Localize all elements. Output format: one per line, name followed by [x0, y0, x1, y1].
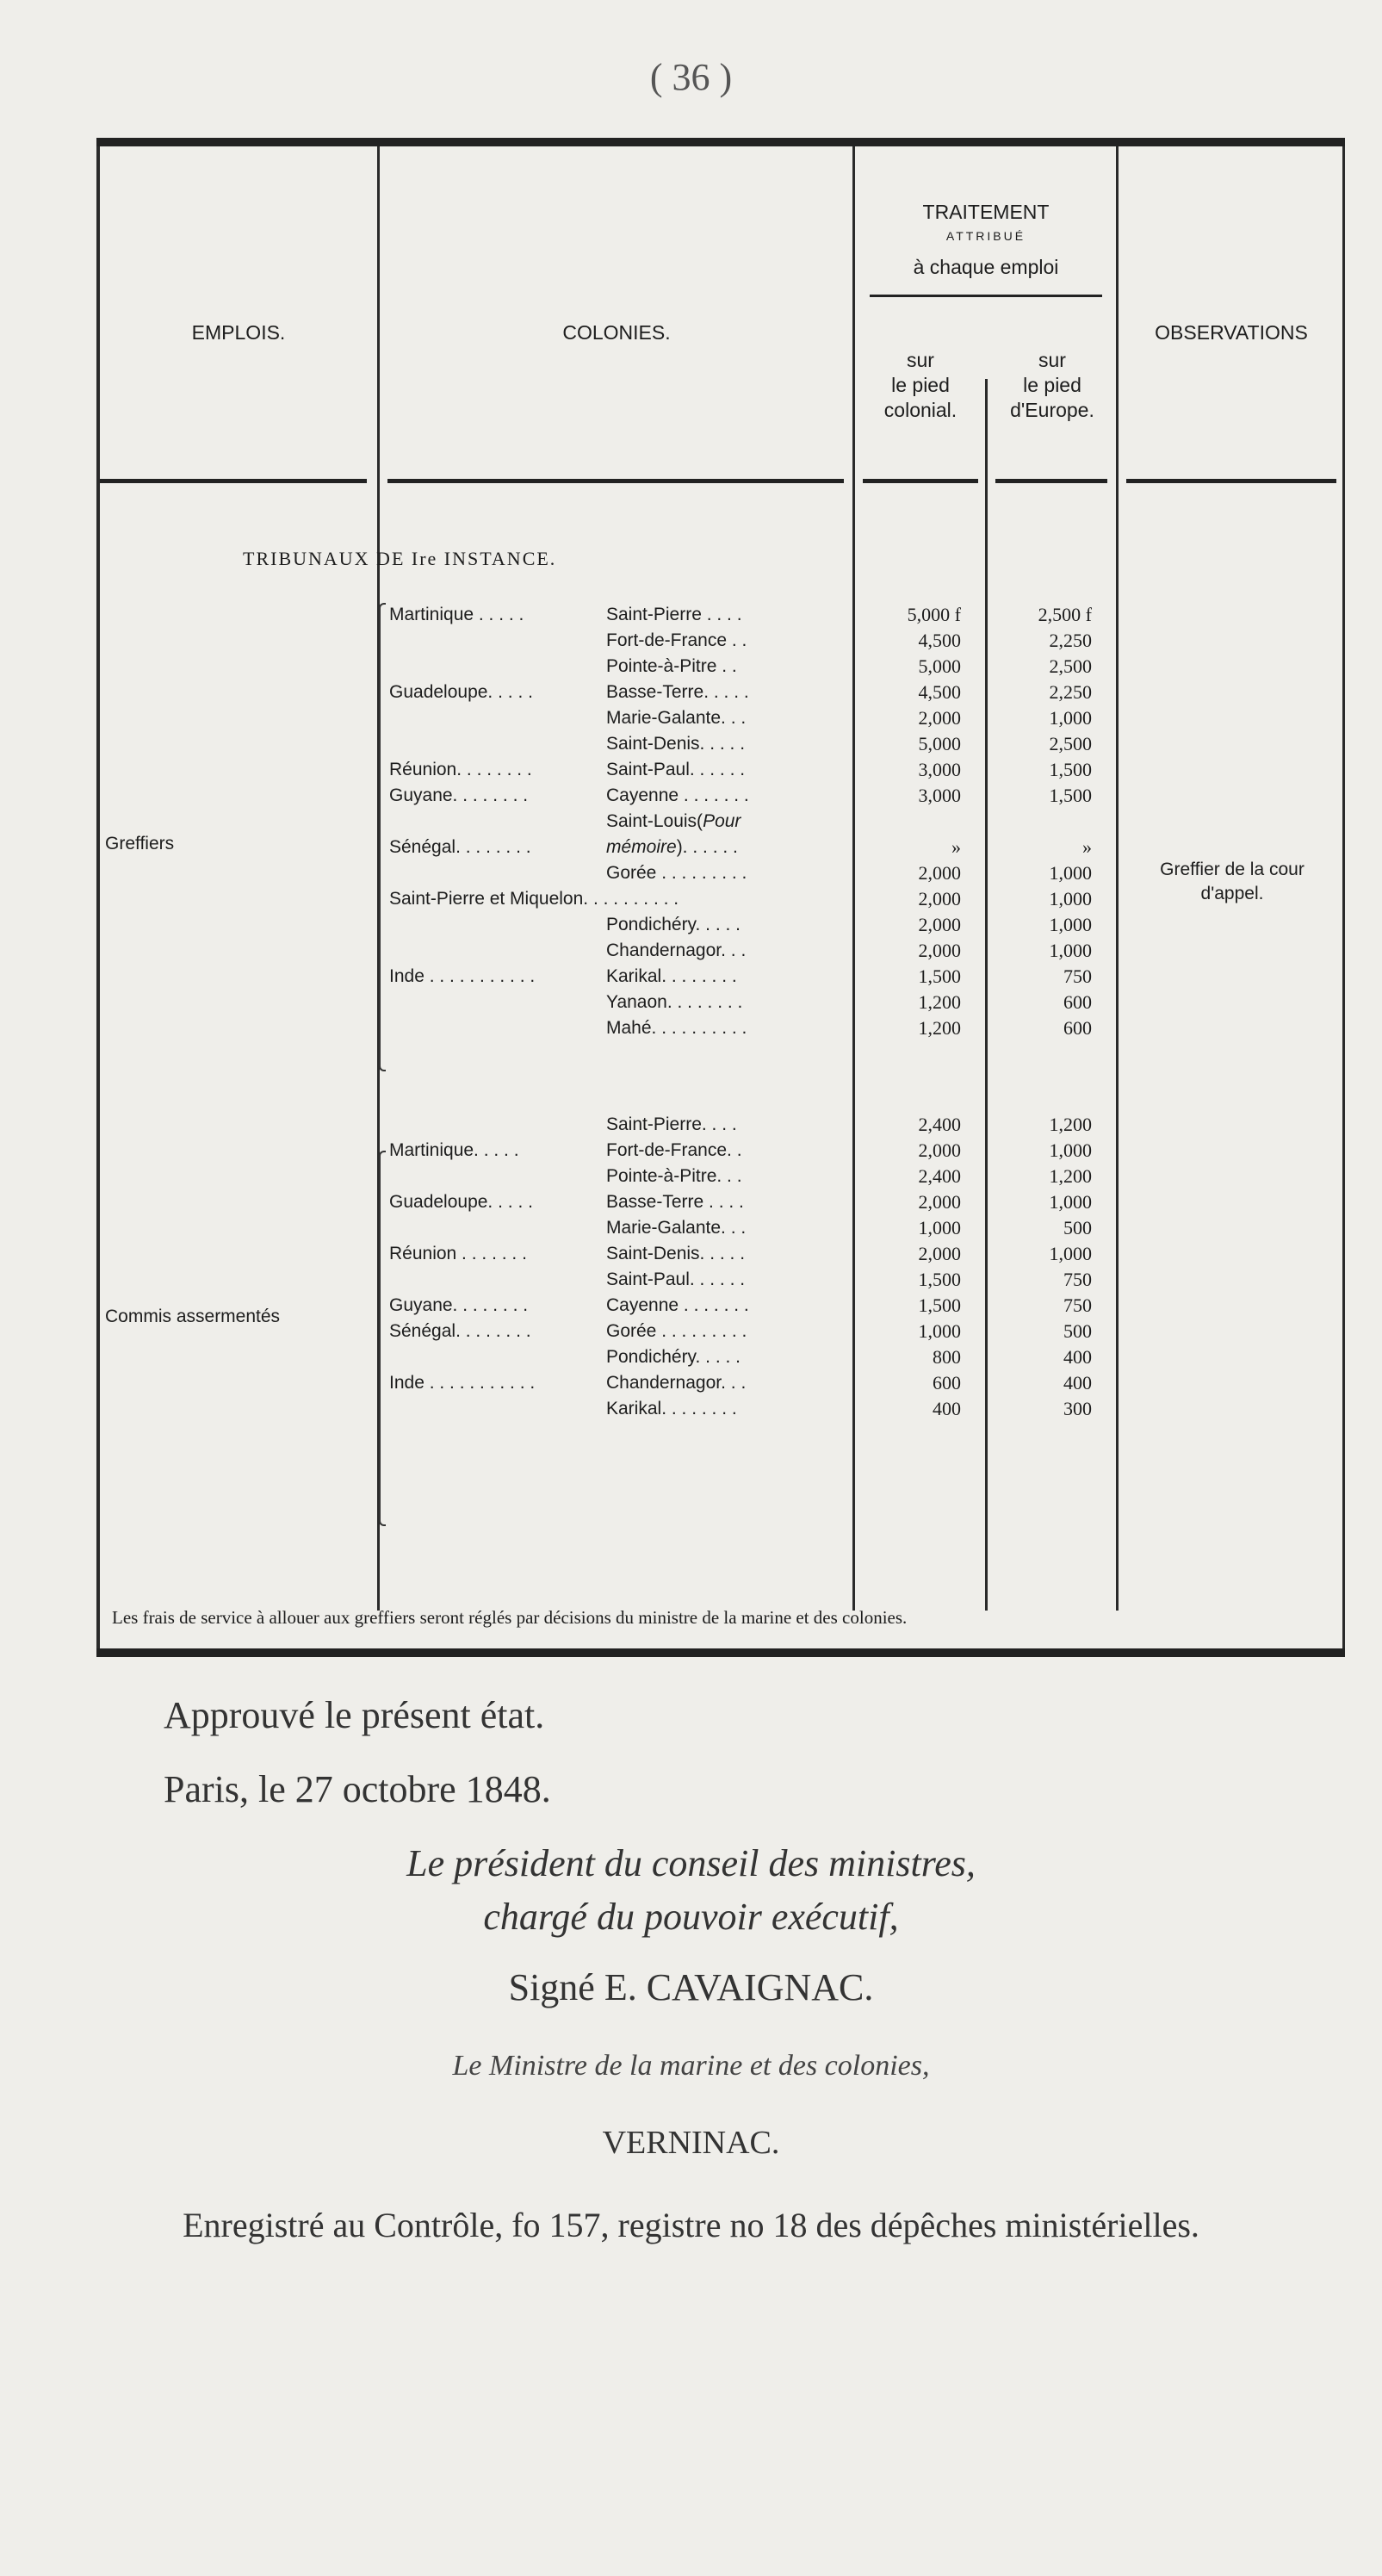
- column-divider-observations: [1116, 146, 1119, 1611]
- salary-europe: 1,000: [1049, 914, 1092, 935]
- colony-label: Inde . . . . . . . . . . .: [389, 966, 536, 986]
- greffiers-bracket: [379, 603, 386, 1071]
- place-label: Saint-Pierre . . . .: [606, 605, 742, 624]
- header-colonies: COLONIES.: [562, 321, 671, 344]
- salary-colonial: 2,400: [918, 1165, 961, 1187]
- salary-europe: 750: [1063, 1294, 1092, 1316]
- header-rule-1: [100, 479, 367, 483]
- header-sur-europe: sur le pied d'Europe.: [1010, 349, 1094, 421]
- salary-europe: 2,250: [1049, 681, 1092, 703]
- salary-europe: 1,200: [1049, 1114, 1092, 1135]
- place-label: Saint-Louis(Pour: [606, 811, 741, 831]
- salary-europe: 2,500: [1049, 655, 1092, 677]
- place-label: Karikal. . . . . . . .: [606, 1399, 737, 1418]
- salary-colonial: »: [951, 836, 961, 858]
- signed-line: Signé E. CAVAIGNAC.: [508, 1966, 874, 2008]
- place-label: Saint-Paul. . . . . .: [606, 1269, 746, 1289]
- header-observations: OBSERVATIONS: [1155, 321, 1308, 344]
- colony-label: Guadeloupe. . . . .: [389, 682, 533, 702]
- place-label: Saint-Denis. . . . .: [606, 1244, 746, 1263]
- place-label: Pointe-à-Pitre. . .: [606, 1166, 742, 1186]
- salary-europe: 600: [1063, 1017, 1092, 1039]
- salary-europe: 600: [1063, 991, 1092, 1013]
- salary-colonial: 4,500: [918, 630, 961, 651]
- header-sub-rule: [870, 295, 1102, 297]
- salary-colonial: 1,000: [918, 1320, 961, 1342]
- salary-colonial: 1,200: [918, 991, 961, 1013]
- salary-europe: 300: [1063, 1398, 1092, 1419]
- header-rule-5: [1126, 479, 1336, 483]
- observation-greffier: Greffier de la cour d'appel.: [1160, 860, 1305, 903]
- place-label: Pondichéry. . . . .: [606, 1347, 741, 1367]
- colony-label: Guyane. . . . . . . .: [389, 1295, 529, 1315]
- header-attribue: ATTRIBUÉ: [945, 229, 1026, 243]
- place-label: Chandernagor. . .: [606, 1373, 747, 1393]
- salary-colonial: 2,000: [918, 1191, 961, 1213]
- colony-label: Réunion. . . . . . . .: [389, 760, 532, 779]
- header-rule-3: [863, 479, 978, 483]
- salary-colonial: 3,000: [918, 785, 961, 806]
- place-label: Basse-Terre. . . . .: [606, 682, 749, 702]
- salary-colonial: 2,000: [918, 888, 961, 909]
- salary-colonial: 2,000: [918, 707, 961, 729]
- salary-europe: 400: [1063, 1372, 1092, 1394]
- header-rule-2: [387, 479, 844, 483]
- group-greffiers: Greffiers: [105, 834, 175, 853]
- colony-label: Martinique . . . . .: [389, 605, 524, 624]
- salary-europe: 1,000: [1049, 1139, 1092, 1161]
- salary-europe: 1,000: [1049, 1243, 1092, 1264]
- salary-colonial: 5,000 f: [907, 604, 961, 625]
- salary-europe: 2,500: [1049, 733, 1092, 754]
- salary-europe: 1,000: [1049, 862, 1092, 884]
- group-commis: Commis assermentés: [105, 1307, 281, 1326]
- place-label: Karikal. . . . . . . .: [606, 966, 737, 986]
- salary-europe: 750: [1063, 1269, 1092, 1290]
- salary-colonial: 2,000: [918, 914, 961, 935]
- table-bottom-rule: [96, 1648, 1345, 1657]
- salary-europe: 2,500 f: [1038, 604, 1092, 625]
- header-sur-colonial: sur le pied colonial.: [883, 349, 957, 421]
- place-label: Saint-Denis. . . . .: [606, 734, 746, 754]
- colony-label: Saint-Pierre et Miquelon. . . . . . . . . .: [389, 889, 679, 909]
- place-label: Basse-Terre . . . .: [606, 1192, 744, 1212]
- place-label: Saint-Paul. . . . . .: [606, 760, 746, 779]
- salary-colonial: 3,000: [918, 759, 961, 780]
- salary-colonial: 2,000: [918, 862, 961, 884]
- salary-colonial: 1,500: [918, 1294, 961, 1316]
- salary-europe: 1,200: [1049, 1165, 1092, 1187]
- salary-colonial: 2,000: [918, 940, 961, 961]
- table-top-rule: [96, 138, 1345, 146]
- commis-bracket: [379, 1151, 386, 1526]
- place-label: Gorée . . . . . . . . .: [606, 1321, 747, 1341]
- colony-label: Guyane. . . . . . . .: [389, 785, 529, 805]
- salary-europe: 1,500: [1049, 785, 1092, 806]
- salary-europe: 1,000: [1049, 888, 1092, 909]
- header-rule-4: [995, 479, 1107, 483]
- section-title: TRIBUNAUX DE Ire INSTANCE.: [243, 548, 557, 569]
- minister-name: VERNINAC.: [602, 2125, 780, 2161]
- salary-europe: 1,000: [1049, 1191, 1092, 1213]
- salary-colonial: 1,000: [918, 1217, 961, 1238]
- salary-europe: 1,500: [1049, 759, 1092, 780]
- salary-colonial: 400: [933, 1398, 961, 1419]
- place-label: Pointe-à-Pitre . .: [606, 656, 737, 676]
- salary-colonial: 1,500: [918, 1269, 961, 1290]
- salary-colonial: 2,000: [918, 1243, 961, 1264]
- salary-colonial: 2,000: [918, 1139, 961, 1161]
- salary-colonial: 600: [933, 1372, 961, 1394]
- page-number: ( 36 ): [649, 56, 733, 98]
- header-emplois: EMPLOIS.: [191, 321, 286, 344]
- salary-colonial: 1,200: [918, 1017, 961, 1039]
- place-label: Cayenne . . . . . . .: [606, 785, 749, 805]
- salary-colonial: 4,500: [918, 681, 961, 703]
- salary-colonial: 800: [933, 1346, 961, 1368]
- place-label: Cayenne . . . . . . .: [606, 1295, 749, 1315]
- place-label: Marie-Galante. . .: [606, 708, 747, 728]
- salary-colonial: 2,400: [918, 1114, 961, 1135]
- registration-line: Enregistré au Contrôle, fo 157, registre no 18 des dépêches ministérielles.: [183, 2206, 1199, 2244]
- colony-label: Inde . . . . . . . . . . .: [389, 1373, 536, 1393]
- place-label: Saint-Pierre. . . .: [606, 1114, 737, 1134]
- approval-line: Approuvé le présent état.: [164, 1694, 545, 1736]
- header-chaque-emploi: à chaque emploi: [913, 256, 1059, 278]
- header-traitement: TRAITEMENT: [922, 201, 1050, 223]
- minister-title: Le Ministre de la marine et des colonies,: [452, 2050, 930, 2082]
- place-label: Gorée . . . . . . . . .: [606, 863, 747, 883]
- place-label: mémoire). . . . . .: [606, 837, 738, 857]
- salary-europe: 1,000: [1049, 940, 1092, 961]
- colony-label: Guadeloupe. . . . .: [389, 1192, 533, 1212]
- column-divider-colonies: [852, 146, 855, 1611]
- place-label: Mahé. . . . . . . . . .: [606, 1018, 747, 1038]
- place-label: Pondichéry. . . . .: [606, 915, 741, 934]
- salary-europe: 400: [1063, 1346, 1092, 1368]
- signature-line-2: chargé du pouvoir exécutif,: [483, 1896, 899, 1938]
- salary-colonial: 5,000: [918, 655, 961, 677]
- place-label: Fort-de-France . .: [606, 630, 747, 650]
- colony-label: Réunion . . . . . . .: [389, 1244, 527, 1263]
- column-divider-amounts: [985, 379, 988, 1611]
- table-note: Les frais de service à allouer aux greffiers seront réglés par décisions du ministre de la marine et des colonies.: [112, 1607, 908, 1628]
- salary-europe: »: [1082, 836, 1092, 858]
- salary-colonial: 5,000: [918, 733, 961, 754]
- salary-europe: 500: [1063, 1217, 1092, 1238]
- salary-europe: 750: [1063, 965, 1092, 987]
- colony-label: Sénégal. . . . . . . .: [389, 837, 531, 857]
- place-label: Yanaon. . . . . . . .: [606, 992, 743, 1012]
- salary-europe: 1,000: [1049, 707, 1092, 729]
- place-label: Chandernagor. . .: [606, 940, 747, 960]
- salary-colonial: 1,500: [918, 965, 961, 987]
- colony-label: Sénégal. . . . . . . .: [389, 1321, 531, 1341]
- colony-label: Martinique. . . . .: [389, 1140, 519, 1160]
- salary-europe: 2,250: [1049, 630, 1092, 651]
- signature-line-1: Le président du conseil des ministres,: [406, 1842, 976, 1884]
- salary-europe: 500: [1063, 1320, 1092, 1342]
- place-label: Marie-Galante. . .: [606, 1218, 747, 1238]
- place-label: Fort-de-France. .: [606, 1140, 742, 1160]
- date-line: Paris, le 27 octobre 1848.: [164, 1768, 551, 1810]
